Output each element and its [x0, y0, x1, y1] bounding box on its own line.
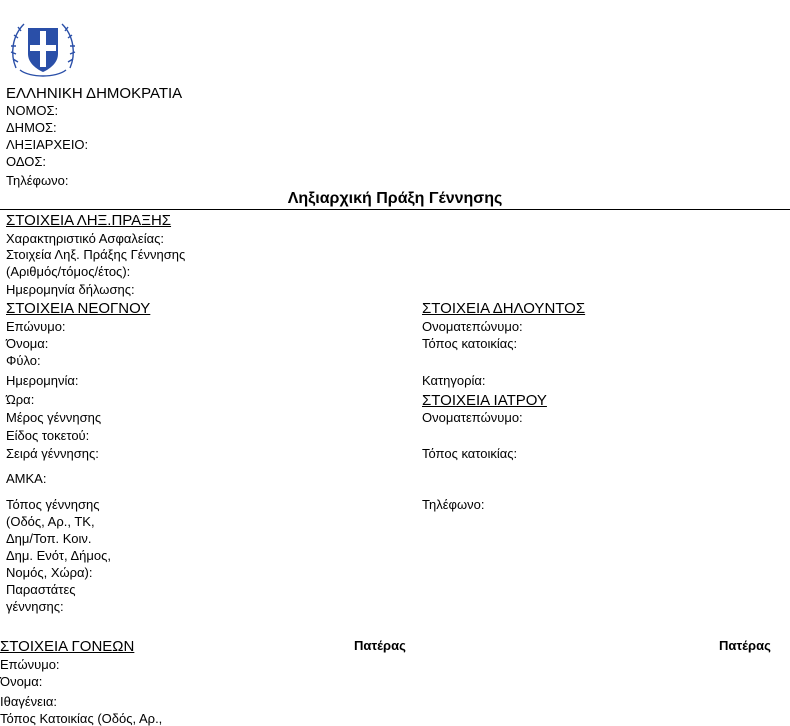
newborn-birthplace-label: Τόπος γέννησης	[6, 497, 100, 512]
doctor-fullname-label: Ονοματεπώνυμο:	[422, 410, 523, 425]
newborn-sex-label: Φύλο:	[6, 353, 41, 368]
title-divider	[0, 209, 790, 210]
act-security-code-label: Χαρακτηριστικό Ασφαλείας:	[6, 231, 164, 246]
declarant-residence-label: Τόπος κατοικίας:	[422, 336, 518, 351]
newborn-birth-order-label: Σειρά γέννησης:	[6, 446, 99, 461]
newborn-amka-label: ΑΜΚΑ:	[6, 471, 47, 486]
coat-of-arms-icon	[8, 14, 78, 84]
newborn-surname-label: Επώνυμο:	[6, 319, 66, 334]
act-number-label: (Αριθμός/τόμος/έτος):	[6, 264, 131, 279]
doctor-section-heading: ΣΤΟΙΧΕΙΑ ΙΑΤΡΟΥ	[422, 392, 547, 409]
newborn-delivery-type-label: Είδος τοκετού:	[6, 428, 90, 443]
newborn-attendants-line2: γέννησης:	[6, 599, 64, 614]
header-lixiarxeio: ΛΗΞΙΑΡΧΕΙΟ:	[6, 137, 89, 152]
newborn-birthplace-type-label: Μέρος γέννησης	[6, 410, 102, 425]
header-nomos: ΝΟΜΟΣ:	[6, 103, 59, 118]
newborn-attendants-label: Παραστάτες	[6, 582, 76, 597]
newborn-birthplace-line3: Δημ/Τοπ. Κοιν.	[6, 531, 92, 546]
act-details-label: Στοιχεία Ληξ. Πράξης Γέννησης	[6, 247, 186, 262]
act-declaration-date-label: Ημερομηνία δήλωσης:	[6, 282, 135, 297]
document-title: Ληξιαρχική Πράξη Γέννησης	[287, 190, 503, 207]
newborn-section-heading: ΣΤΟΙΧΕΙΑ ΝΕΟΓΝΟΥ	[6, 300, 151, 317]
newborn-time-label: Ώρα:	[6, 392, 35, 407]
declarant-section-heading: ΣΤΟΙΧΕΙΑ ΔΗΛΟΥΝΤΟΣ	[422, 300, 586, 317]
parents-name-label: Όνομα:	[0, 674, 43, 689]
newborn-birthplace-line5: Νομός, Χώρα):	[6, 565, 93, 580]
parents-column-header-1: Πατέρας	[354, 638, 406, 653]
header-odos: ΟΔΟΣ:	[6, 154, 47, 169]
parents-residence-label: Τόπος Κατοικίας (Οδός, Αρ.,	[0, 711, 163, 726]
parents-surname-label: Επώνυμο:	[0, 657, 60, 672]
header-dimos: ΔΗΜΟΣ:	[6, 120, 57, 135]
country-name: ΕΛΛΗΝΙΚΗ ΔΗΜΟΚΡΑΤΙΑ	[6, 85, 183, 102]
parents-section-heading: ΣΤΟΙΧΕΙΑ ΓΟΝΕΩΝ	[0, 638, 135, 655]
newborn-birthplace-line4: Δημ. Ενότ, Δήμος,	[6, 548, 111, 563]
header-phone: Τηλέφωνο:	[6, 173, 69, 188]
newborn-birthplace-line2: (Οδός, Αρ., ΤΚ,	[6, 514, 95, 529]
newborn-date-label: Ημερομηνία:	[6, 373, 79, 388]
declarant-category-label: Κατηγορία:	[422, 373, 486, 388]
doctor-residence-label: Τόπος κατοικίας:	[422, 446, 518, 461]
newborn-name-label: Όνομα:	[6, 336, 49, 351]
parents-nationality-label: Ιθαγένεια:	[0, 694, 57, 709]
parents-column-header-2: Πατέρας	[719, 638, 771, 653]
declarant-fullname-label: Ονοματεπώνυμο:	[422, 319, 523, 334]
act-section-heading: ΣΤΟΙΧΕΙΑ ΛΗΞ.ΠΡΑΞΗΣ	[6, 212, 172, 229]
doctor-phone-label: Τηλέφωνο:	[422, 497, 485, 512]
